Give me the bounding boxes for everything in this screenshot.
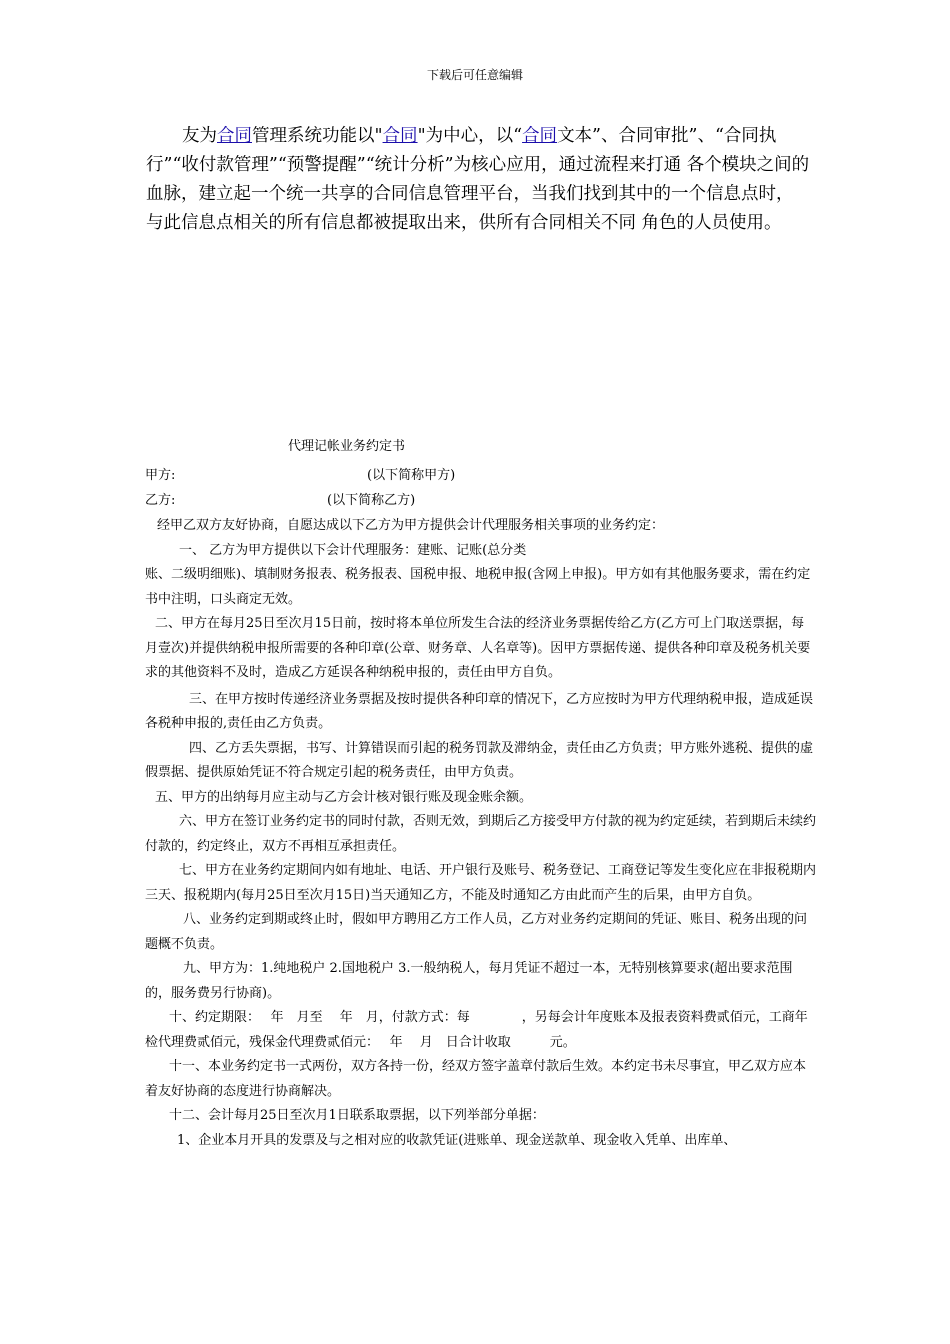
clause-10: 十、约定期限： 年 月至 年 月，付款方式：每 ，另每会计年度账本及报表资料费贰佰元，工商年检代理费贰佰元，残保金代理费贰佰元： 年 月 日合计收取 元。 [145, 1010, 808, 1050]
clause-4: 四、乙方丢失票据，书写、计算错误而引起的税务罚款及滞纳金，责任由乙方负责；甲方账外逃税、提供的虚假票据、提供原始凭证不符合规定引起的税务责任，由甲方负责。 [145, 740, 814, 780]
party-b-line [145, 489, 817, 514]
clause-12: 十二、会计每月25日至次月1日联系取票据，以下列举部分单据： [169, 1108, 545, 1123]
clause-2: 二、甲方在每月25日至次月15日前，按时将本单位所发生合法的经济业务票据传给乙方(乙方可上门取送票据，每月壹次)并提供纳税申报所需要的各种印章(公章、财务章、人名章等)。因甲方票据传递、提供各种印章及税务机关要求的其他资料不及时，造成乙方延误各种纳税申报的，责任由甲方自负。 [145, 616, 811, 680]
clause-9: 九、甲方为：1.纯地税户 2.国地税户 3.一般纳税人，每月凭证不超过一本，无特别核算要求(超出要求范围的，服务费另行协商)。 [145, 961, 793, 1001]
contract-title: 代理记帐业务约定书 [288, 439, 406, 454]
clause-7: 七、甲方在业务约定期间内如有地址、电话、开户银行及账号、税务登记、工商登记等发生变化应在非报税期内三天、报税期内(每月25日至次月15日)当天通知乙方，不能及时通知乙方由此而产生的后果，由甲方自负。 [145, 863, 817, 903]
party-a-label: 甲方: [145, 468, 176, 483]
contract-body [145, 464, 817, 1153]
party-b-note: (以下简称乙方) [327, 493, 416, 508]
clause-3: 三、在甲方按时传递经济业务票据及按时提供各种印章的情况下，乙方应按时为甲方代理纳税申报，造成延误各税种申报的,责任由乙方负责。 [145, 691, 814, 731]
intro-text-1: 友为 [182, 126, 217, 146]
clause-5: 五、甲方的出纳每月应主动与乙方会计核对银行账及现金账余额。 [155, 789, 533, 805]
intro-section [146, 122, 810, 238]
contract-link-1[interactable]: 合同 [217, 126, 252, 146]
clause-12-item-1: 1、企业本月开具的发票及与之相对应的收款凭证(进账单、现金送款单、现金收入凭单、出库单、 [177, 1132, 737, 1148]
clause-1: 一、 乙方为甲方提供以下会计代理服务：建账、记账(总分类 [179, 542, 527, 558]
contract-link-3[interactable]: 合同 [522, 126, 558, 146]
intro-paragraph [146, 122, 810, 238]
clause-1-cont: 账、二级明细账)、填制财务报表、税务报表、国税申报、地税申报(含网上申报)。甲方如有其他服务要求，需在约定书中注明，口头商定无效。 [145, 567, 811, 607]
intro-text-2: 管理系统功能以" [252, 126, 383, 146]
clause-11: 十一、本业务约定书一式两份，双方各持一份，经双方签字盖章付款后生效。本约定书未尽事宜，甲乙双方应本着友好协商的态度进行协商解决。 [145, 1059, 807, 1099]
party-b-label: 乙方: [145, 493, 176, 508]
intro-text-3: "为中心，以“ [417, 126, 523, 146]
party-a-line [145, 464, 817, 489]
clause-6: 六、甲方在签订业务约定书的同时付款，否则无效，到期后乙方接受甲方付款的视为约定延续，若到期后未续约付款的，约定终止，双方不再相互承担责任。 [145, 814, 817, 854]
contract-link-2[interactable]: 合同 [382, 126, 418, 146]
party-a-note: (以下简称甲方) [367, 468, 456, 483]
clause-8: 八、业务约定到期或终止时，假如甲方聘用乙方工作人员，乙方对业务约定期间的凭证、账目、税务出现的问题概不负责。 [145, 912, 808, 952]
preamble: 经甲乙双方友好协商，自愿达成以下乙方为甲方提供会计代理服务相关事项的业务约定： [157, 518, 665, 533]
page-header-note: 下载后可任意编辑 [426, 68, 523, 82]
intro-text-4: 文本”、合同审批”、“合同执行”“收付款管理”“预警提醒”“统计分析”为核心应用，通过流程来打通 各个模块之间的血脉，建立起一个统一共享的合同信息管理平台，当我们找到其中的一个信息点时，与此信息点相关的所有信息都被提取出来，供所有合同相关不同 角色的人员使用。 [146, 126, 810, 233]
